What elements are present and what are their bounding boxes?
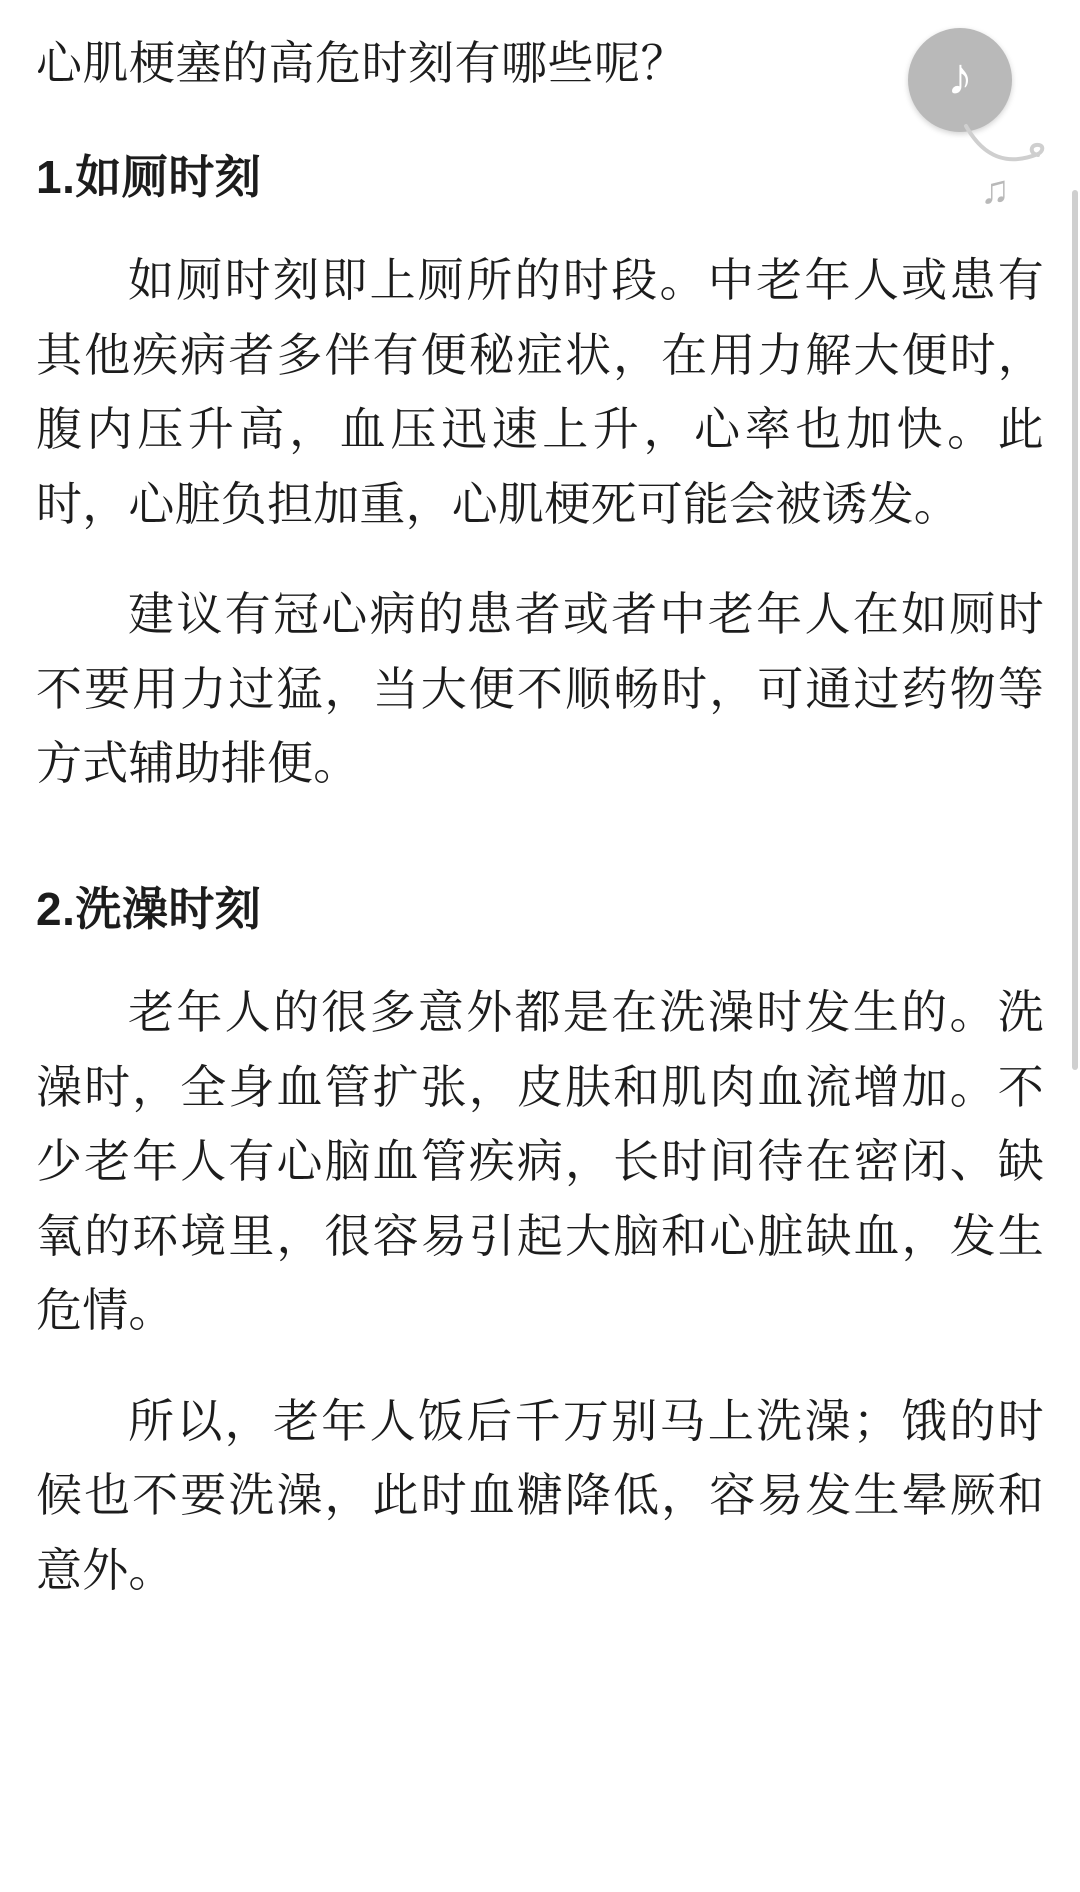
section-heading-1: 1.如厕时刻: [36, 150, 262, 203]
audio-player-widget[interactable]: [902, 28, 1052, 212]
audio-cable-icon: [964, 124, 1048, 170]
paragraph: 所以，老年人饭后千万别马上洗澡；饿的时候也不要洗澡，此时血糖降低，容易发生晕厥和意外。: [36, 1394, 1044, 1596]
music-disc-note-glyph: ♪: [947, 48, 973, 106]
page-title: 心肌梗塞的高危时刻有哪些呢？: [36, 37, 687, 89]
paragraph: 如厕时刻即上厕所的时段。中老年人或患有其他疾病者多伴有便秘症状，在用力解大便时，腹内压升高，血压迅速上升，心率也加快。此时，心脏负担加重，心肌梗死可能会被诱发。: [36, 254, 1044, 530]
scrollbar-thumb[interactable]: [1072, 190, 1078, 1070]
paragraph: 建议有冠心病的患者或者中老年人在如厕时不要用力过猛，当大便不顺畅时，可通过药物等方式辅助排便。: [36, 588, 1044, 790]
vertical-scrollbar[interactable]: [1072, 0, 1080, 1892]
article-body: [36, 30, 1044, 1607]
paragraph: 老年人的很多意外都是在洗澡时发生的。洗澡时，全身血管扩张，皮肤和肌肉血流增加。不少老年人有心脑血管疾病，长时间待在密闭、缺氧的环境里，很容易引起大脑和心脏缺血，发生危情。: [36, 986, 1044, 1337]
music-disc-icon[interactable]: [908, 28, 1012, 132]
music-note-icon[interactable]: ♫: [980, 168, 1010, 212]
section-heading-2: 2.洗澡时刻: [36, 882, 262, 935]
